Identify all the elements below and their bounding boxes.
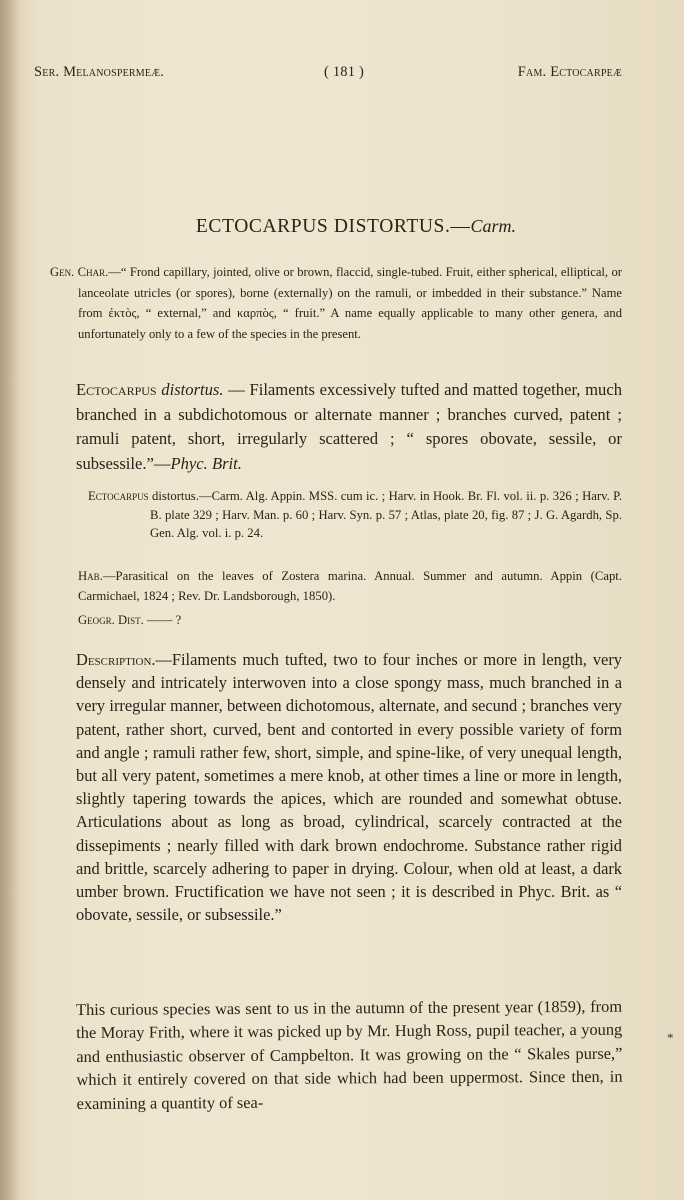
header-family: Fam. Ectocarpeæ bbox=[517, 64, 622, 80]
title-author: Carm. bbox=[470, 216, 517, 236]
gen-char-text: —“ Frond capillary, jointed, olive or brown, flaccid, single-tubed. Fruit, either spherical, elliptical, or lanceolate utricles (or spores), borne (externally) on the ramuli, or imbedded in their substance.” Name from ἐκτὸς, “ external,” and καρπὸς, “ fruit.” A name equally applicable to many other genera, and unfortunately only to a few of the species in the present. bbox=[78, 265, 622, 341]
synonymy-genus: Ectocarpus bbox=[88, 489, 149, 503]
habitat-text: —Parasitical on the leaves of Zostera marina. Annual. Summer and autumn. Appin (Capt. Carmichael, 1824 ; Rev. Dr. Landsborough, 1850). bbox=[78, 569, 622, 603]
description-text: —Filaments much tufted, two to four inches or more in length, very densely and intricately interwoven into a close spongy mass, much branched in a very irregular manner, between dichotomous, alternate, and secund ; branches very patent, rather short, curved, bent and contorted in every possible variety of form and angle ; ramuli rather few, short, simple, and spine-like, of very unequal length, but all very patent, sometimes a mere knob, at other times a line or more in length, slightly tapering towards the apices, which are rounded and somewhat obtuse. Articulations about as long as broad, cylindrical, scarcely contracted at the dissepiments ; nearly filled with dark brown endochrome. Substance rather rigid and brittle, scarcely adhering to paper in drying. Colour, when old at least, a dark umber brown. Fructification we have not seen ; it is described in Phyc. Brit. as “ obovate, sessile, or subsessile.” bbox=[76, 650, 622, 925]
habitat bbox=[78, 567, 622, 606]
gen-char-label: Gen. Char. bbox=[50, 265, 109, 279]
diagnosis-ref: Phyc. Brit. bbox=[170, 453, 242, 473]
diagnosis-text: — Filaments excessively tufted and matted together, much branched in a subdichotomous or alternate manner ; branches curved, patent ; ramuli patent, short, irregularly scattered ; “ spores obovate, sessile, or subsessile.”— bbox=[76, 380, 622, 473]
geographic-distribution bbox=[78, 611, 181, 630]
diagnosis-genus: Ectocarpus bbox=[76, 380, 157, 399]
running-header bbox=[34, 64, 622, 84]
diagnosis-species: distortus. bbox=[161, 380, 224, 399]
narrative-paragraph bbox=[76, 995, 623, 1115]
synonymy-text: distortus.—Carm. Alg. Appin. MSS. cum ic. ; Harv. in Hook. Br. Fl. vol. ii. p. 326 ; Harv. P. B. plate 329 ; Harv. Man. p. 60 ; Harv. Syn. p. 57 ; Atlas, plate 20, fig. 87 ; J. G. Agardh, Sp. Gen. Alg. vol. i. p. 24. bbox=[150, 489, 623, 541]
description-label: Description. bbox=[76, 650, 156, 669]
synonymy bbox=[88, 487, 623, 543]
margin-mark: * bbox=[667, 1030, 674, 1045]
geogr-text: —— ? bbox=[143, 613, 182, 627]
gutter-shadow bbox=[0, 0, 20, 1200]
narrative-text: This curious species was sent to us in the autumn of the present year (1859), from the Moray Frith, where it was picked up by Mr. Hugh Ross, pupil teacher, a young and enthusiastic observer of Campbelton. It was growing on the “ Skales purse,” which it entirely covered on that side which had been uppermost. Since then, in examining a quantity of sea- bbox=[76, 996, 623, 1113]
habitat-label: Hab. bbox=[78, 569, 103, 583]
page-title bbox=[0, 216, 684, 238]
description bbox=[76, 648, 622, 926]
species-diagnosis bbox=[76, 378, 622, 476]
genus-character bbox=[50, 262, 622, 344]
page-number: ( 181 ) bbox=[324, 64, 365, 80]
title-main: ECTOCARPUS DISTORTUS.— bbox=[195, 216, 471, 237]
header-series: Ser. Melanospermeæ. bbox=[34, 64, 165, 80]
geogr-label: Geogr. Dist. bbox=[78, 613, 144, 627]
